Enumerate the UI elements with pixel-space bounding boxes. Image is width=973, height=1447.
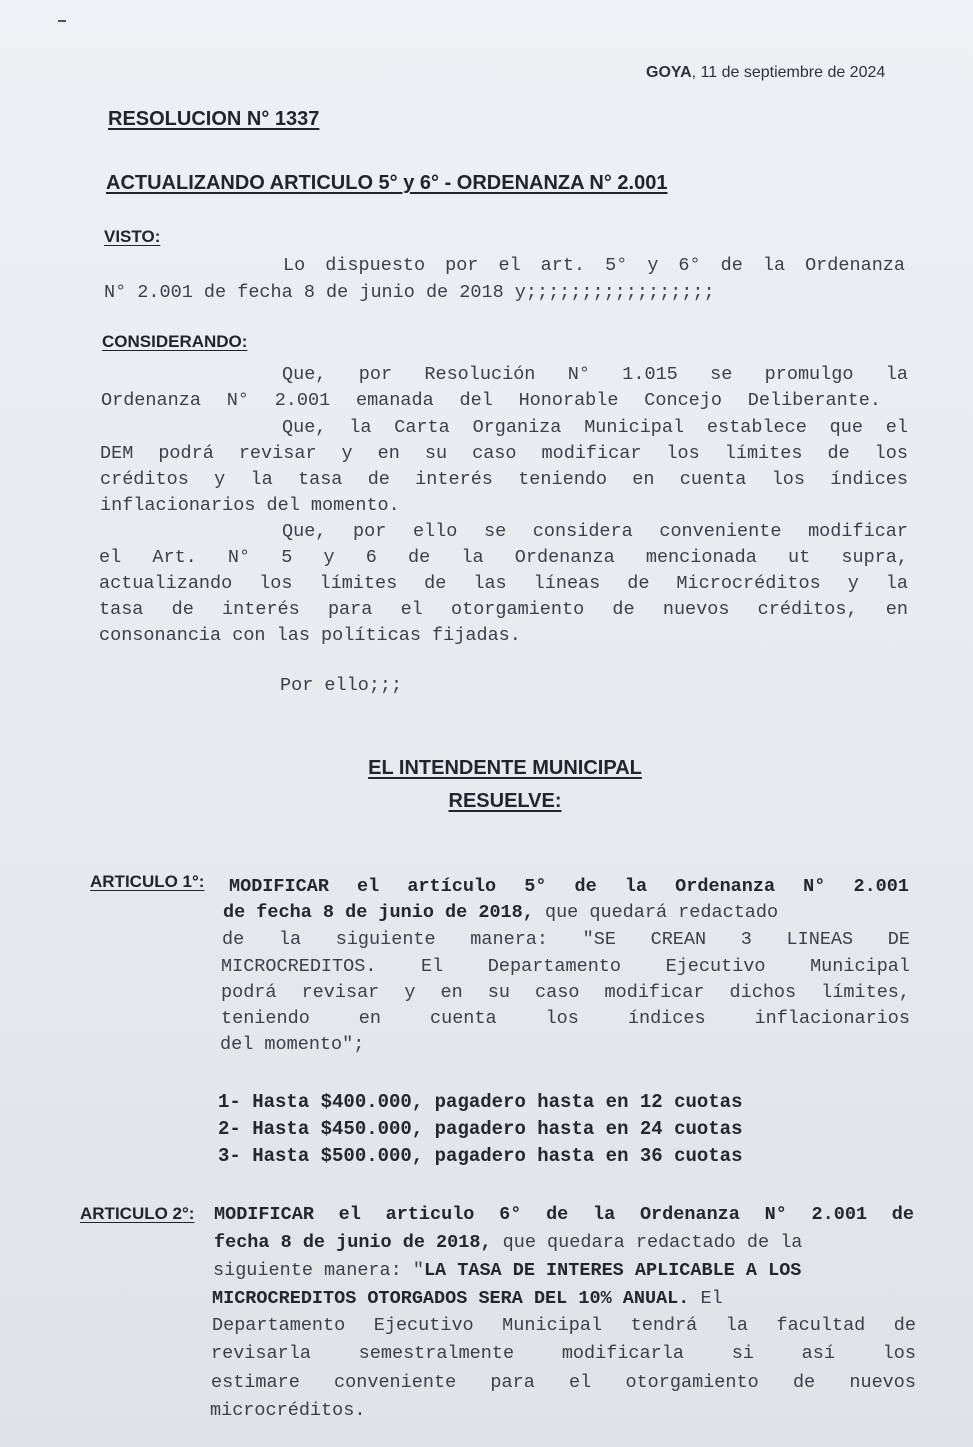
articulo-2-line-3 xyxy=(213,1260,801,1281)
articulo-2-line-2-rest: que quedara redactado de la xyxy=(491,1232,803,1253)
articulo-1-line-2 xyxy=(223,902,778,923)
visto-heading: VISTO: xyxy=(104,227,161,246)
articulo-2-line-6: revisarla semestralmente modificarla si así los xyxy=(211,1343,916,1364)
articulo-2-line-1: MODIFICAR el articulo 6° de la Ordenanza N° 2.001 de xyxy=(214,1204,914,1225)
document-date xyxy=(646,64,885,82)
credit-line-item: 3- Hasta $500.000, pagadero hasta en 36 cuotas xyxy=(218,1145,743,1167)
considerando-line: el Art. N° 5 y 6 de la Ordenanza mencionada ut supra, xyxy=(99,547,908,568)
visto-line-1: Lo dispuesto por el art. 5° y 6° de la Ordenanza xyxy=(283,255,905,276)
articulo-2-date-bold: fecha 8 de junio de 2018, xyxy=(214,1232,492,1253)
articulo-2-line-4-rest: El xyxy=(689,1288,723,1309)
articulo-1-line-5: podrá revisar y en su caso modificar dichos límites, xyxy=(221,982,910,1003)
considerando-line: actualizando los límites de las líneas de Microcréditos y la xyxy=(99,573,908,594)
considerando-line: Que, por Resolución N° 1.015 se promulgo la xyxy=(282,364,908,385)
articulo-2-label: ARTICULO 2°: xyxy=(80,1204,195,1223)
intendente-heading: EL INTENDENTE MUNICIPAL xyxy=(368,757,642,779)
resolution-title: RESOLUCION N° 1337 xyxy=(108,108,320,130)
articulo-2-line-7: estimare conveniente para el otorgamiento de nuevos xyxy=(211,1372,916,1393)
considerando-line: tasa de interés para el otorgamiento de nuevos créditos, en xyxy=(99,599,908,620)
city-name: GOYA xyxy=(646,64,692,81)
considerando-line: inflacionarios del momento. xyxy=(100,495,400,516)
articulo-2-line-2 xyxy=(214,1232,802,1253)
tasa-anual-bold: MICROCREDITOS OTORGADOS SERA DEL 10% ANUAL. xyxy=(212,1288,690,1309)
tasa-interes-bold: LA TASA DE INTERES APLICABLE A LOS xyxy=(423,1260,802,1281)
considerando-line: Ordenanza N° 2.001 emanada del Honorable Concejo Deliberante. xyxy=(101,390,881,411)
resolution-subject: ACTUALIZANDO ARTICULO 5° y 6° - ORDENANZA N° 2.001 xyxy=(106,172,668,194)
resuelve-heading: RESUELVE: xyxy=(448,790,562,812)
por-ello-text: Por ello;;; xyxy=(280,675,403,696)
considerando-line: Que, la Carta Organiza Municipal establece que el xyxy=(282,417,908,438)
articulo-2-line-3-plain: siguiente manera: " xyxy=(213,1260,424,1281)
articulo-1-label: ARTICULO 1°: xyxy=(90,872,205,891)
articulo-1-line-1: MODIFICAR el artículo 5° de la Ordenanza N° 2.001 xyxy=(229,876,909,897)
articulo-1-line-4: MICROCREDITOS. El Departamento Ejecutivo Municipal xyxy=(221,956,910,977)
articulo-2-line-5: Departamento Ejecutivo Municipal tendrá la facultad de xyxy=(212,1315,916,1336)
considerando-line: DEM podrá revisar y en su caso modificar los límites de los xyxy=(100,443,908,464)
considerando-line: Que, por ello se considera conveniente modificar xyxy=(282,521,908,542)
articulo-1-line-2-rest: que quedará redactado xyxy=(533,902,779,923)
considerando-line: créditos y la tasa de interés teniendo en cuenta los índices xyxy=(100,469,908,490)
articulo-2-line-8: microcréditos. xyxy=(210,1400,366,1421)
visto-line-2: N° 2.001 de fecha 8 de junio de 2018 y;;;;;;;;;;;;;;;;; xyxy=(104,282,715,303)
considerando-line: consonancia con las políticas fijadas. xyxy=(99,625,521,646)
articulo-1-line-3: de la siguiente manera: "SE CREAN 3 LINEAS DE xyxy=(222,929,910,950)
considerando-heading: CONSIDERANDO: xyxy=(102,332,248,351)
articulo-1-line-6: teniendo en cuenta los índices inflacionarios xyxy=(221,1008,910,1029)
date-text: , 11 de septiembre de 2024 xyxy=(691,64,886,81)
credit-line-item: 2- Hasta $450.000, pagadero hasta en 24 cuotas xyxy=(218,1118,743,1140)
scan-mark xyxy=(58,20,66,22)
articulo-1-date-bold: de fecha 8 de junio de 2018, xyxy=(223,902,534,923)
articulo-1-line-7: del momento"; xyxy=(220,1034,365,1055)
articulo-2-line-4 xyxy=(212,1288,723,1309)
credit-line-item: 1- Hasta $400.000, pagadero hasta en 12 cuotas xyxy=(218,1091,743,1113)
